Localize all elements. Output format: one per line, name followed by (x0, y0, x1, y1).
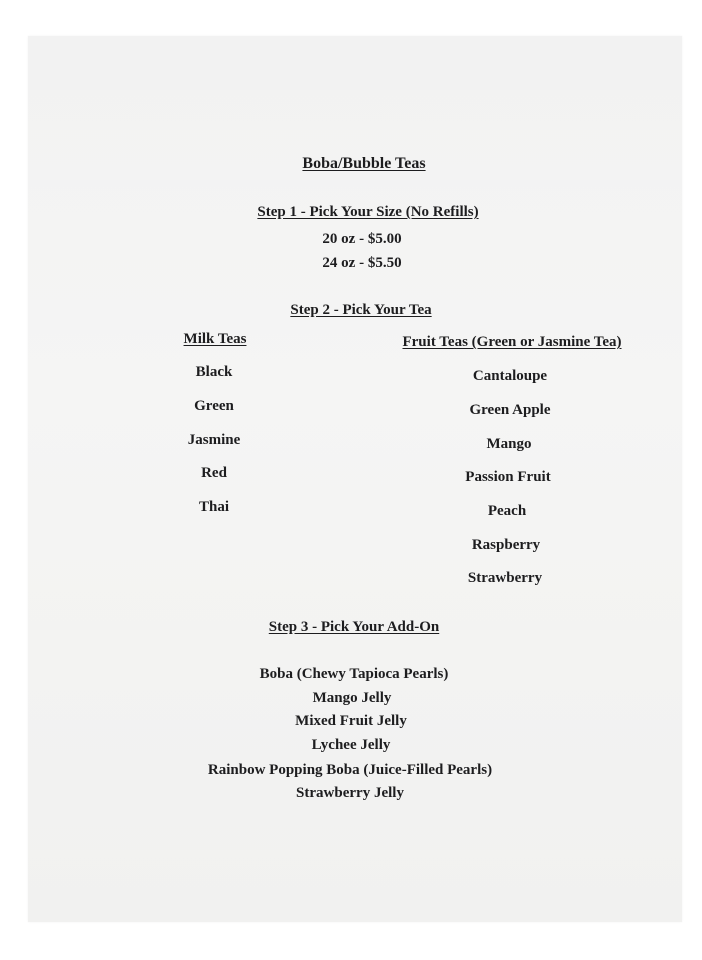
size-option: 24 oz - $5.50 (322, 255, 402, 271)
addon-item: Mango Jelly (312, 690, 392, 706)
fruit-teas-heading: Fruit Teas (Green or Jasmine Tea) (402, 334, 622, 350)
addon-item: Lychee Jelly (311, 737, 391, 753)
menu-title: Boba/Bubble Teas (302, 155, 426, 172)
size-option: 20 oz - $5.00 (322, 231, 402, 247)
addon-item: Rainbow Popping Boba (Juice-Filled Pearls) (207, 762, 493, 778)
milk-tea-item: Thai (198, 499, 230, 515)
milk-teas-heading: Milk Teas (183, 331, 247, 347)
milk-tea-item: Red (201, 465, 227, 481)
addon-item: Mixed Fruit Jelly (295, 713, 407, 729)
addon-item: Boba (Chewy Tapioca Pearls) (259, 666, 449, 682)
fruit-tea-item: Passion Fruit (465, 469, 551, 485)
fruit-tea-item: Raspberry (471, 537, 541, 553)
step2-heading: Step 2 - Pick Your Tea (290, 302, 432, 318)
fruit-tea-item: Peach (487, 503, 527, 519)
fruit-tea-item: Cantaloupe (472, 368, 548, 384)
milk-tea-item: Jasmine (187, 432, 241, 448)
addon-item: Strawberry Jelly (296, 785, 404, 801)
fruit-tea-item: Green Apple (469, 402, 551, 418)
fruit-tea-item: Strawberry (467, 570, 543, 586)
fruit-tea-item: Mango (486, 436, 532, 452)
step3-heading: Step 3 - Pick Your Add-On (268, 619, 440, 635)
step1-heading: Step 1 - Pick Your Size (No Refills) (257, 204, 479, 220)
milk-tea-item: Green (194, 398, 234, 414)
milk-tea-item: Black (195, 364, 233, 380)
